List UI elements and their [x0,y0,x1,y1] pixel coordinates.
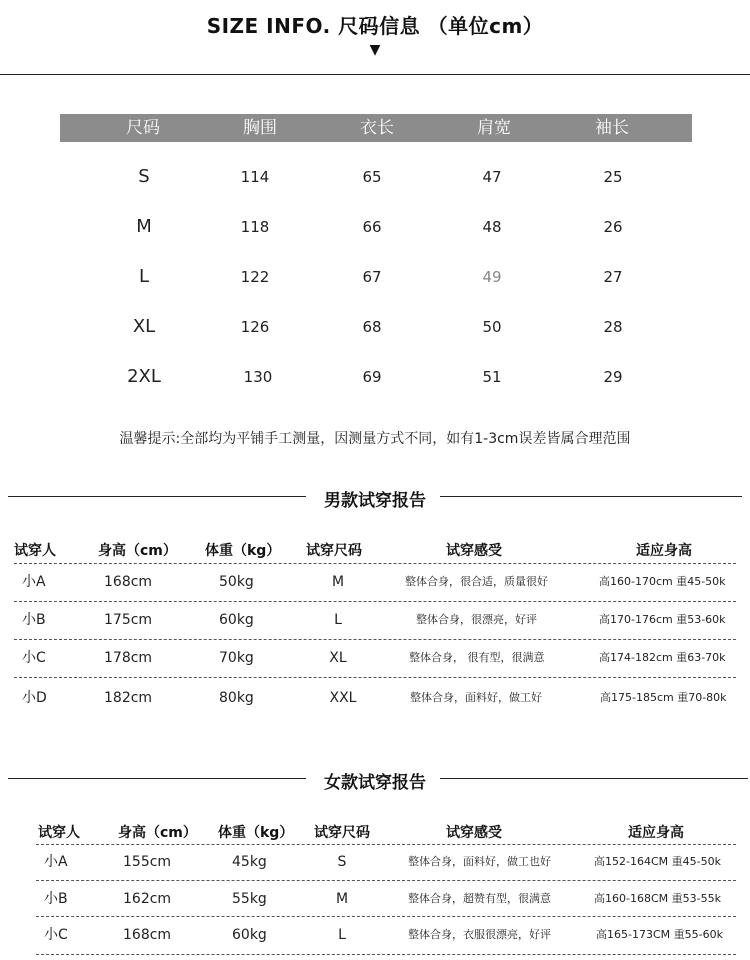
feedback-cell: 整体合身，面料好，做工也好 [408,855,551,868]
weight-column-header: 体重（kg） [218,825,294,841]
tester-cell: 小C [44,927,68,943]
shoulder-cell: 48 [482,218,502,236]
table-row [0,843,750,881]
chest-column-header: 胸围 [243,118,277,138]
fit-size-cell: S [337,854,347,870]
fit-size-column-header: 试穿尺码 [314,825,370,841]
size-cell: 2XL [127,366,161,387]
weight-column-header: 体重（kg） [205,543,281,559]
fit-size-cell: M [331,574,345,590]
tester-cell: 小C [22,650,46,666]
suitable-height-cell: 高160-168CM 重53-55k [594,892,721,905]
chest-cell: 122 [240,268,270,286]
size-cell: XL [132,316,156,337]
height-column-header: 身高（cm） [98,543,177,559]
weight-cell: 55kg [232,891,267,907]
fit-size-column-header: 试穿尺码 [306,543,362,559]
sleeve-cell: 27 [603,268,623,286]
length-cell: 67 [362,268,382,286]
women-section-title: 女款试穿报告 [324,773,426,793]
suitable-height-cell: 高160-170cm 重45-50k [599,575,726,588]
suitable-height-column-header: 适应身高 [636,543,692,559]
shoulder-column-header: 肩宽 [477,118,511,138]
height-cell: 178cm [104,650,153,666]
sleeve-cell: 29 [603,368,623,386]
shoulder-cell: 47 [482,168,502,186]
table-row [0,312,750,342]
size-cell: S [138,166,150,187]
suitable-height-cell: 高170-176cm 重53-60k [599,613,726,626]
size-column-header: 尺码 [126,118,160,138]
sleeve-cell: 26 [603,218,623,236]
height-cell: 162cm [123,891,172,907]
suitable-height-cell: 高152-164CM 重45-50k [594,855,721,868]
shoulder-cell: 51 [482,368,502,386]
down-arrow-icon: ▼ [369,42,381,58]
length-cell: 68 [362,318,382,336]
chest-cell: 130 [243,368,273,386]
size-cell: L [138,266,150,287]
table-row [0,916,750,954]
weight-cell: 45kg [232,854,267,870]
feedback-column-header: 试穿感受 [446,543,502,559]
chest-cell: 118 [240,218,270,236]
tester-cell: 小B [22,612,46,628]
chest-cell: 126 [240,318,270,336]
length-column-header: 衣长 [360,118,394,138]
feedback-column-header: 试穿感受 [446,825,502,841]
tester-cell: 小A [22,574,46,590]
table-row [0,679,750,717]
table-row [0,212,750,242]
shoulder-cell: 50 [482,318,502,336]
suitable-height-cell: 高174-182cm 重63-70k [599,651,726,664]
table-row [0,639,750,677]
table-row [0,362,750,392]
measurement-tip: 温馨提示:全部均为平铺手工测量，因测量方式不同，如有1-3cm误差皆属合理范围 [119,431,631,447]
sleeve-cell: 28 [603,318,623,336]
weight-cell: 60kg [232,927,267,943]
table-row [0,563,750,601]
size-table-header [60,114,692,142]
height-cell: 182cm [104,690,153,706]
divider [36,954,736,955]
fit-size-cell: L [338,927,346,943]
height-cell: 168cm [104,574,153,590]
divider [0,74,750,75]
size-cell: M [136,216,152,237]
suitable-height-cell: 高175-185cm 重70-80k [600,691,727,704]
length-cell: 65 [362,168,382,186]
divider [14,677,736,678]
feedback-cell: 整体合身，面料好，做工好 [410,691,542,704]
chest-cell: 114 [240,168,270,186]
feedback-cell: 整体合身，很漂亮，好评 [416,613,537,626]
fit-size-cell: M [335,891,349,907]
weight-cell: 80kg [219,690,254,706]
table-row [0,601,750,639]
table-row [0,162,750,192]
weight-cell: 50kg [219,574,254,590]
shoulder-cell: 49 [482,268,502,286]
feedback-cell: 整体合身， 很有型，很满意 [409,651,545,664]
tester-column-header: 试穿人 [38,825,80,841]
tester-column-header: 试穿人 [14,543,56,559]
tester-cell: 小A [44,854,68,870]
height-cell: 175cm [104,612,153,628]
men-section-title: 男款试穿报告 [324,491,426,511]
height-cell: 155cm [123,854,172,870]
page-title: SIZE INFO. 尺码信息 （单位cm） [206,14,544,38]
length-cell: 69 [362,368,382,386]
feedback-cell: 整体合身，衣服很漂亮，好评 [408,928,551,941]
tester-cell: 小B [44,891,68,907]
feedback-cell: 整体合身，很合适，质量很好 [405,575,548,588]
fit-size-cell: XXL [329,690,357,706]
sleeve-column-header: 袖长 [595,118,629,138]
fit-size-cell: L [334,612,342,628]
table-row [0,262,750,292]
tester-cell: 小D [22,690,47,706]
sleeve-cell: 25 [603,168,623,186]
table-row [0,880,750,918]
suitable-height-column-header: 适应身高 [628,825,684,841]
suitable-height-cell: 高165-173CM 重55-60k [596,928,723,941]
weight-cell: 70kg [219,650,254,666]
fit-size-cell: XL [329,650,347,666]
feedback-cell: 整体合身，超赞有型，很满意 [408,892,551,905]
height-cell: 168cm [123,927,172,943]
length-cell: 66 [362,218,382,236]
weight-cell: 60kg [219,612,254,628]
height-column-header: 身高（cm） [118,825,197,841]
